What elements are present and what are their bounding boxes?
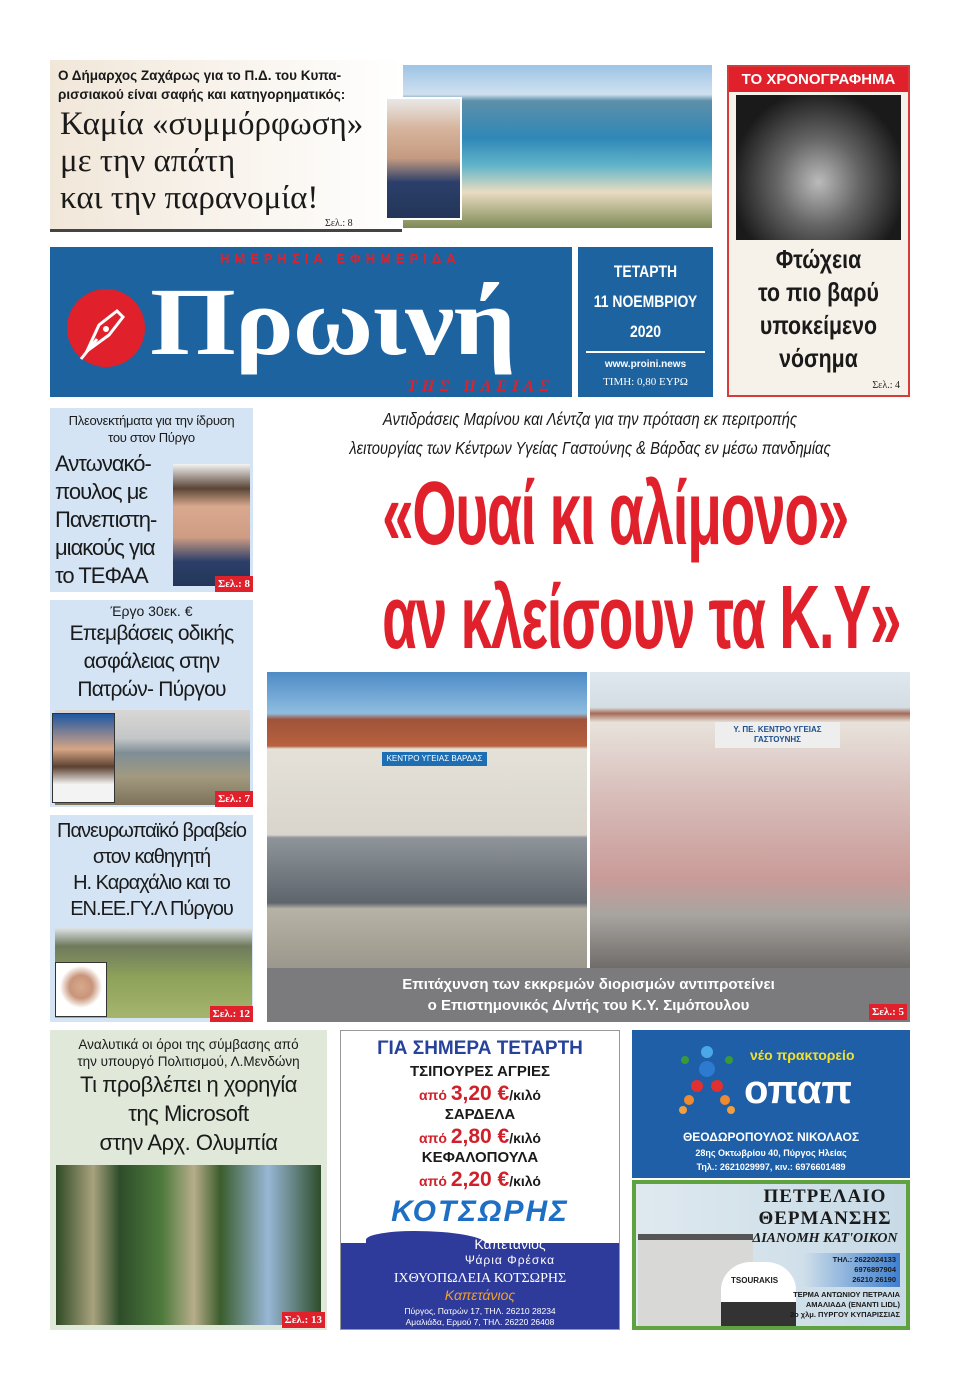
top-story[interactable] — [50, 60, 402, 232]
mayor-portrait — [385, 97, 462, 220]
sign: Υ. ΠΕ. ΚΕΝΤΡΟ ΥΓΕΙΑΣ ΓΑΣΤΟΥΝΗΣ — [715, 722, 840, 748]
brand-logo: ΚΟΤΣΩΡΗΣ — [391, 1195, 569, 1228]
page-ref: Σελ.: 8 — [215, 576, 253, 592]
top-story-headline: Καμία «συμμόρφωση» με την απάτη και την παρανομία! — [60, 106, 364, 216]
headline: Τι προβλέπει η χορηγία της Microsoft στην Αρχ. Ολυμπία — [80, 1072, 297, 1155]
page-ref: Σελ.: 12 — [210, 1006, 253, 1022]
side-story-road-safety[interactable]: Έργο 30εκ. € Επεμβάσεις οδικής ασφάλειας στην Πατρών- Πύργου Σελ.: 7 — [50, 600, 253, 807]
truck-icon — [721, 1262, 796, 1330]
issue-date: 11 ΝΟΕΜΒΡΙΟΥ — [593, 292, 698, 311]
heating-oil-ad[interactable]: TSOURAKIS ΠΕΤΡΕΛΑΙΟ ΘΕΡΜΑΝΣΗΣ ΔΙΑΝΟΜΗ ΚΑΤ'ΟΙΚΟΝ ΤΗΛ.: 2622024133 6976897904 26210 26190 ΤΕΡΜΑ ΑΝΤΩΝΙΟΥ ΠΕΤΡΑΛΙΑ ΑΜΑΛΙΑΔΑ (ΕΝΑΝΤΙ LIDL) 2ο χλμ. ΠΥΡΓΟΥ ΚΥΠΑΡΙΣΣΙΑΣ — [632, 1180, 910, 1330]
issue-year: 2020 — [629, 322, 662, 341]
vardas-health-center-photo — [267, 672, 587, 968]
pen-nib-logo-icon — [67, 289, 145, 367]
website-link[interactable]: www.proini.news — [604, 359, 687, 370]
opap-star-logo-icon — [677, 1044, 737, 1114]
masthead — [50, 247, 572, 397]
newspaper-name: Πρωινή — [150, 268, 515, 375]
headline: Επεμβάσεις οδικής ασφάλειας στην Πατρών- Πύργου — [69, 622, 234, 701]
side-story-tefaa[interactable]: Πλεονεκτήματα για την ίδρυση του στον Πύργο Αντωνακό- πουλος με Πανεπιστη- μιακούς για το ΤΕΦΑΑ Σελ.: 8 — [50, 408, 253, 592]
chronograph-box[interactable] — [727, 65, 910, 397]
date-box — [578, 247, 713, 397]
top-story-kicker: Ο Δήμαρχος Ζαχάρως για το Π.Δ. του Κυπα- ρισσιακού είναι σαφής και κατηγορηματικός: — [58, 68, 346, 102]
side-story-award[interactable] — [50, 815, 253, 1022]
page-ref: Σελ.: 7 — [215, 791, 253, 807]
price-list: ΤΣΙΠΟΥΡΕΣ ΑΓΡΙΕΣ από 3,20 €/κιλό ΣΑΡΔΕΛΑ από 2,80 €/κιλό ΚΕΦΑΛΟΠΟΥΛΑ από 2,20 €/κιλό — [409, 1063, 551, 1191]
chronograph-header: ΤΟ ΧΡΟΝΟΓΡΑΦΗΜΑ — [729, 67, 908, 92]
fish-shop-ad[interactable]: ΓΙΑ ΣΗΜΕΡΑ ΤΕΤΑΡΤΗ ΤΣΙΠΟΥΡΕΣ ΑΓΡΙΕΣ από 3,20 €/κιλό ΣΑΡΔΕΛΑ από 2,80 €/κιλό ΚΕΦΑΛΟΠΟΥΛΑ από 2,20 €/κιλό ΚΟΤΣΩΡΗΣ Καπετάνιος Ψάρια Φρέσκα ΙΧΘΥΟΠΩΛΕΙΑ ΚΟΤΣΩΡΗΣ Καπετάνιος Πύργος, Πατρών 17, ΤΗΛ. 26210 28234 Αμαλιάδα, Ερμού 7, ΤΗΛ. 26220 26408 — [340, 1030, 620, 1330]
headline: Αντωνακό- πουλος με Πανεπιστη- μιακούς για το ΤΕΦΑΑ — [55, 451, 157, 588]
page-ref: Σελ.: 13 — [282, 1312, 325, 1328]
tagline-top: ΗΜΕΡΗΣΙΑ ΕΦΗΜΕΡΙΔΑ — [220, 251, 461, 266]
portrait-photo — [55, 962, 107, 1017]
portrait-photo — [52, 713, 115, 803]
sign: ΚΕΝΤΡΟ ΥΓΕΙΑΣ ΒΑΡΔΑΣ — [382, 752, 487, 766]
page-ref: Σελ.: 5 — [869, 1004, 907, 1020]
main-caption: Επιτάχυνση των εκκρεμών διορισμών αντιπροτείνει ο Επιστημονικός Δ/ντής του Κ.Υ. Σιμόπουλου Σελ.: 5 — [267, 968, 910, 1022]
price: ΤΙΜΗ: 0,80 ΕΥΡΩ — [603, 376, 688, 388]
page-ref: Σελ.: 8 — [325, 218, 353, 229]
portrait-photo — [173, 464, 250, 586]
microsoft-story[interactable]: Αναλυτικά οι όροι της σύμβασης από την υπουργό Πολιτισμού, Λ.Μενδώνη Τι προβλέπει η χορηγία της Microsoft στην Αρχ. Ολυμπία Σελ.: 13 — [50, 1030, 327, 1330]
opap-logo: οπαπ — [744, 1068, 853, 1112]
issue-day: ΤΕΤΑΡΤΗ — [613, 262, 678, 281]
chronograph-headline: Φτώχεια το πιο βαρύ υποκείμενο νόσημα — [758, 244, 879, 373]
main-subhead: Αντιδράσεις Μαρίνου και Λέντζα για την πρόταση εκ περιτροπής λειτουργίας των Κέντρων Υγείας Γαστούνης & Βάρδας εν μέσω πανδημίας — [349, 409, 831, 458]
main-headline[interactable]: «Ουαί κι αλίμονο» αν κλείσουν τα Κ.Υ» — [382, 464, 901, 668]
tagline-bottom: ΤΗΣ ΗΛΕΙΑΣ — [407, 378, 554, 395]
gastouni-health-center-photo — [590, 672, 910, 968]
hands-photo — [736, 95, 901, 240]
olympia-ruins-photo — [56, 1165, 321, 1325]
page-ref: Σελ.: 4 — [872, 380, 900, 391]
opap-ad[interactable]: νέο πρακτορείο οπαπ ΘΕΟΔΩΡΟΠΟΥΛΟΣ ΝΙΚΟΛΑΟΣ 28ης Οκτωβρίου 40, Πύργος Ηλείας Τηλ.: 2621029997, κιν.: 6976601489 — [632, 1030, 910, 1178]
headline: Πανευρωπαϊκό βραβείο στον καθηγητή Η. Καραχάλιο και το ΕΝ.ΕΕ.ΓΥ.Λ Πύργου — [57, 820, 246, 920]
